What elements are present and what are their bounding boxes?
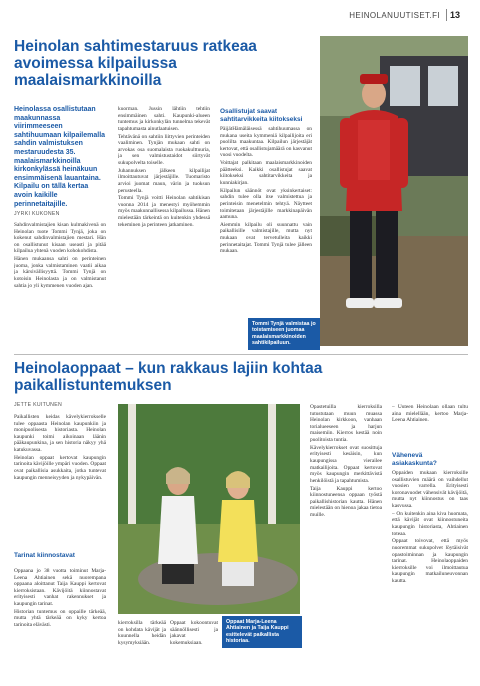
paragraph: Historian tuntemus on oppaille tärkeää, mutta yhtä tärkeää on kyky kertoa tarinoita elävästi. [14, 608, 106, 628]
paragraph: Aiemmin kilpailu oli suunnattu vain paikallisille valmistajille, mutta nyt mukaan ovat tervetulleita kaikki perinnetaitajat. Tommi Tynjä tulee jälleen mukaan. [220, 221, 312, 255]
article2-subheading-2: Vähenevä asiakaskunta? [392, 452, 437, 467]
article1-column-3 [220, 126, 312, 340]
article2-headline: Heinolaoppaat – kun rakkaus lajiin kohtaa paikallistuntemuksen [14, 360, 323, 394]
paragraph: Tehtävänä on sahtiin liittyvien perinteiden vaaliminen. Tynjän mukaan sahti on arvokas osa suomalaista ruokakulttuuria, ja sen valmistustaidot siirtyvät sukupolvelta toiselle. [118, 133, 210, 166]
paragraph: Oppaat kokoontuvat säännöllisesti ja jakavat kokemuksiaan. [170, 620, 218, 646]
paragraph: Juhannuksen jälkeen kilpailijat ilmoittautuvat järjestäjille. Tuomaristo arvioi juomat maun, värin ja tuoksun perusteella. [118, 167, 210, 194]
paragraph: Heinolan oppaat kertovat kaupungin tarinoita kävijöille ympäri vuoden. Oppaat ovat paikallisia asukkaita, jotka tuntevat kaupungin menneisyyden ja nykypäivän. [14, 454, 106, 481]
paragraph: Kilpailun säännöt ovat yksinkertaiset: sahdin tulee olla itse valmistettua ja perinteisin menetelmin tehtyä. Näytteet toimitetaan järjestäjille markkinapäivän aamuna. [220, 187, 312, 221]
article2-column-4 [170, 620, 218, 682]
page-number: 13 [449, 10, 460, 20]
article1-photo [320, 36, 468, 346]
paragraph: Oppaiden mukaan kierroksille osallistuvien määrä on vaihdellut vuosien varrella. Erityisesti koronavuodet vähensivät kävijöitä, mutta nyt kiinnostus on taas kasvussa. [392, 470, 468, 509]
paragraph: kierroksilla tärkeää on kohdata kävijät ja kuunnella heidän kysymyksiään. [118, 620, 166, 646]
article2-column-7 [392, 470, 468, 682]
article1-byline: JYRKI KUKONEN [14, 211, 60, 217]
two-women-illustration [118, 404, 300, 614]
article2-byline: JETTE KUITUNEN [14, 402, 63, 408]
paragraph: Tommi Tynjä voitti Heinolan sahtikisan vuonna 2014 ja menestyi myöhemmin myös maakunnallisessa kilpailussa. Hänen mielestään tärkeintä on kuitenkin yhdessä tekeminen ja perinteen jatkaminen. [118, 195, 210, 228]
site-name: HEINOLANUUTISET.FI [349, 11, 440, 20]
page-header [0, 0, 480, 30]
paragraph: Oppaana jo 38 vuotta toiminut Marja-Leena Ahtiainen sekä nuorempana oppaana aloittanut Taija Kauppi kertovat kierroksistaan. Kävijöitä kiinnostavat erityisesti vanhat rakennukset ja kaupungin tarinat. [14, 568, 106, 607]
article1-column-2 [118, 106, 210, 338]
article2-column-5 [310, 404, 382, 682]
paragraph: Sahdinvalmistajien kisan kulmakivenä on Heinolan tuote Tommi Tynjä, joka on kokenut sahdinvalmistajien mestari. Hän on osallistunut kisaan useasti ja pitää kilpailua yhtenä vuoden kohokohdista. [14, 222, 106, 255]
article2-column-3 [118, 620, 166, 682]
article1-caption: Tommi Tynjä valmistaa jo toistamiseen juomaa maalaismarkkinoiden sahtikilpailuun. [248, 318, 320, 350]
article1-headline: Heinolan sahtimestaruus ratkeaa avoimessa kilpailussa maalaismarkkinoilla [14, 38, 257, 89]
paragraph: Opastetuilla kierroksilla tutustutaan muun muassa Heinolan kirkkoon, vanhaan torialueeseen ja harjun maisemiin. Kierros kestää noin puolitoista tuntia. [310, 404, 382, 443]
article1-lead: Heinolassa osallistutaan maakunnassa viirimmeeseen sahtihuumaan kilpailemalla sahdin valmistuksen mestaruudesta 35. maalaismarkkinoilla kirkonkylässä heinäkuun ensimmäisenä lauantaina. Kilpailu on tällä kertaa avoin kaikille perinnetaitajille. [14, 106, 106, 208]
paragraph: Paikallisten keidas kävelykierrokselle tulee oppaasta Heinolan kaupunkiin ja monipuolisesta historiasta. Heinolan kaupunki toimi aikoinaan läänin pääkaupunkina, ja sen historia näkyy yhä katukuvassa. [14, 414, 106, 453]
section-divider [14, 354, 468, 355]
paragraph: – On kuitenkin aina kiva huomata, että kävijät ovat kiinnostuneita kaupungin historiasta, Ahtiainen toteaa. [392, 510, 468, 537]
article1-subheading: Osallistujat saavat sahtitarvikkeita kiitokseksi [220, 108, 303, 123]
header-divider [446, 9, 447, 21]
article2-column-1 [14, 414, 106, 548]
paragraph: – Uuteen Heinolaan ollaan tultu aina mielellään, kertoo Marja-Leena Ahtiainen. [392, 404, 468, 424]
paragraph: PäijätHämäläisessä sahtihuumassa on mukana useita kymmeniä kilpailijoita eri puolilta maakuntaa. Kilpailun järjestäjät kertovat, että osallistujamäärä on kasvanut vuosi vuodelta. [220, 126, 312, 159]
article1-column-1 [14, 222, 106, 340]
paragraph: Oppaat toivovat, että myös nuoremmat sukupolvet löytäisivät opastoiminnan ja kaupungin tarinat. Heinolaoppaiden kierroksille voi ilmoittautua kaupungin matkailuneuvonnan kautta. [392, 538, 468, 584]
paragraph: Kävelykierrokset ovat suosittuja erityisesti kesäisin, kun kaupungissa vierailee matkailijoita. Oppaat kertovat myös kaupungin merkittävistä henkilöistä ja tapahtumista. [310, 444, 382, 484]
article2-column-6 [392, 404, 468, 446]
article2-photo [118, 404, 300, 614]
man-portrait-illustration [320, 36, 468, 346]
paragraph: Hänen mukaansa sahti on perinteinen juoma, jonka valmistaminen vaatii aikaa ja kärsivällisyyttä. Tommi Tynjä on kotoisin Heinolasta ja on valmistanut sahtia jo yli kymmenen vuoden ajan. [14, 256, 106, 289]
article2-subheading: Tarinat kiinnostavat [14, 552, 75, 559]
article2-caption: Oppaat Marja-Leena Ahtiainen ja Taija Kauppi esittelevät paikallista historiaa. [222, 616, 302, 648]
paragraph: kuorman. Jussin lähtiin tehtiin ensimmäinen sahti. Kaupunki-alueen tuntemus ja kirkonkylän tunnelma tekevät tapahtumasta ainutlaatuisen. [118, 106, 210, 132]
article2-column-2 [14, 568, 106, 680]
paragraph: Taija Kauppi kertoo kiinnostuneensa oppaan työstä paikallishistorian kautta. Hänen mielestään on hienoa jakaa tietoa muille. [310, 485, 382, 518]
paragraph: Voittajat palkitaan maalaismarkkinoiden päätteeksi. Kaikki osallistujat saavat kiitokseksi sahtitarvikkeita ja kunniakirjan. [220, 160, 312, 186]
